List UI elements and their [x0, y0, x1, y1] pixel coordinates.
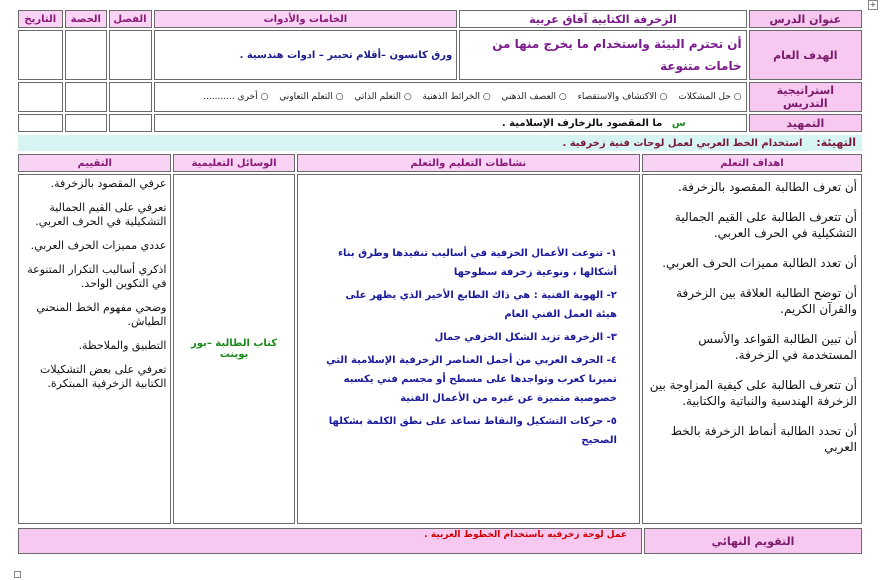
- empty-cell: [109, 114, 152, 132]
- period-label: الحصة: [65, 10, 108, 28]
- strategy-option[interactable]: ○ التعلم الذاتي: [354, 92, 412, 102]
- final-table: [16, 526, 864, 556]
- general-goal-label: الهدف العام: [749, 30, 862, 80]
- date-label: التاريخ: [18, 10, 63, 28]
- aids-cell: كتاب الطالبة –بور بوينت: [173, 174, 294, 524]
- intro-label: التمهيد: [749, 114, 862, 132]
- materials-text: ورق كانسون –أقلام تحبير – ادوات هندسية .: [154, 30, 458, 80]
- semester-cell: [109, 30, 152, 80]
- date-cell: [18, 30, 63, 80]
- list-item: أن توضح الطالبة العلاقة بين الزخرفة والقرآن الكريم.: [676, 286, 857, 316]
- empty-cell: [18, 82, 63, 112]
- strategy-option[interactable]: ○ العصف الذهني: [501, 92, 567, 102]
- strategy-option[interactable]: ○ أخرى ...........: [203, 92, 269, 102]
- aids-header: الوسائل التعليمية: [173, 154, 294, 172]
- activities-header: نشاطات التعليم والتعلم: [297, 154, 640, 172]
- final-label: التقويم النهائي: [644, 528, 862, 554]
- list-item: ٣- الزخرفة تزيد الشكل الخزفي جمال: [434, 332, 617, 343]
- list-item: التطبيق والملاحظة.: [78, 339, 167, 352]
- header-table: [16, 8, 864, 134]
- lesson-plan-document: [16, 8, 864, 570]
- empty-cell: [18, 114, 63, 132]
- list-item: وضحي مفهوم الخط المنحني الطياش.: [36, 301, 167, 328]
- list-item: أن تحدد الطالبة أنماط الزخرفة بالخط العربي: [670, 424, 857, 454]
- semester-label: الفصل: [109, 10, 152, 28]
- lesson-title: الزخرفة الكتابية آفاق عربية: [459, 10, 746, 28]
- warmup-label: التهيئة:: [816, 136, 856, 149]
- list-item: أن تبين الطالبة القواعد والأسس المستخدمة في الزخرفة.: [698, 332, 857, 362]
- list-item: عرفي المقصود بالزخرفة.: [50, 177, 167, 190]
- objectives-cell: [642, 174, 862, 524]
- table-move-handle-icon[interactable]: +: [869, 0, 877, 9]
- strategies-label: استراتيجية التدريس: [749, 82, 862, 112]
- strategy-option[interactable]: ○ الخرائط الذهنية: [422, 92, 491, 102]
- list-item: ٥- حركات التشكيل والنقاط تساعد على نطق الكلمة بشكلها الصحيح: [328, 416, 617, 446]
- list-item: أن تتعرف الطالبة على كيفية المزاوجة بين الزخرفة الهندسية والنباتية والكتابية.: [649, 378, 857, 408]
- warmup-band: [18, 135, 862, 151]
- lesson-title-label: عنوان الدرس: [749, 10, 862, 28]
- strategy-option[interactable]: ○ التعلم التعاوني: [279, 92, 344, 102]
- intro-text-cell: [154, 114, 747, 132]
- list-item: ٢- الهوية الفنية : هي ذاك الطابع الأخير الذي يظهر على هيئة العمل الفني العام: [345, 290, 617, 320]
- main-table: [16, 152, 864, 526]
- activities-cell: [297, 174, 640, 524]
- intro-marker: س: [671, 117, 686, 129]
- list-item: أن تتعرف الطالبة على القيم الجمالية التشكيلية في الحرف العربي.: [674, 210, 857, 240]
- materials-label: الخامات والأدوات: [154, 10, 458, 28]
- list-item: أن تعدد الطالبة مميزات الحرف العربي.: [662, 256, 857, 270]
- list-item: تعرفي على بعض التشكيلات الكتابية الزخرفية المبتكرة.: [40, 363, 167, 390]
- objectives-header: اهداف التعلم: [642, 154, 862, 172]
- intro-text: ما المقصود بالزخارف الإسلامية .: [501, 117, 663, 129]
- resize-handle-icon[interactable]: [14, 571, 21, 578]
- period-cell: [65, 30, 108, 80]
- evaluation-cell: [18, 174, 171, 524]
- list-item: تعرفي على القيم الجمالية التشكيلية في الحرف العربي.: [35, 201, 167, 228]
- strategy-option[interactable]: ○ حل المشكلات: [678, 92, 742, 102]
- list-item: ١- تنوعت الأعمال الخزفية في أساليب تنفيذها وطرق بناء أشكالها ، ونوعية زخرفة سطوحها: [337, 248, 617, 278]
- list-item: عددي مميزات الحرف العربي.: [30, 239, 167, 252]
- empty-cell: [109, 82, 152, 112]
- general-goal: أن تحترم البيئة واستخدام ما يخرج منها من خامات متنوعة: [459, 30, 746, 80]
- list-item: اذكري أساليب التكرار المتنوعة في التكوين الواحد.: [27, 263, 167, 290]
- empty-cell: [65, 82, 108, 112]
- empty-cell: [65, 114, 108, 132]
- list-item: ٤- الحرف العربي من أجمل العناصر الزخرفية الإسلامية التي تميزنا كعرب وتواجدها على مسطح أو مجسم فني يكسبه خصوصية متميزة عن غيره من الأعمال الفنية: [326, 355, 617, 404]
- strategy-option[interactable]: ○ الاكتشاف والاستقصاء: [577, 92, 668, 102]
- final-text: عمل لوحة زخرفيه باستخدام الخطوط العربية .: [18, 528, 642, 554]
- list-item: أن تعرف الطالبة المقصود بالزخرفة.: [677, 180, 857, 194]
- evaluation-header: التقييم: [18, 154, 171, 172]
- warmup-text: استخدام الخط العربي لعمل لوحات فنية زخرفية .: [562, 138, 803, 149]
- strategies-list: [154, 82, 747, 112]
